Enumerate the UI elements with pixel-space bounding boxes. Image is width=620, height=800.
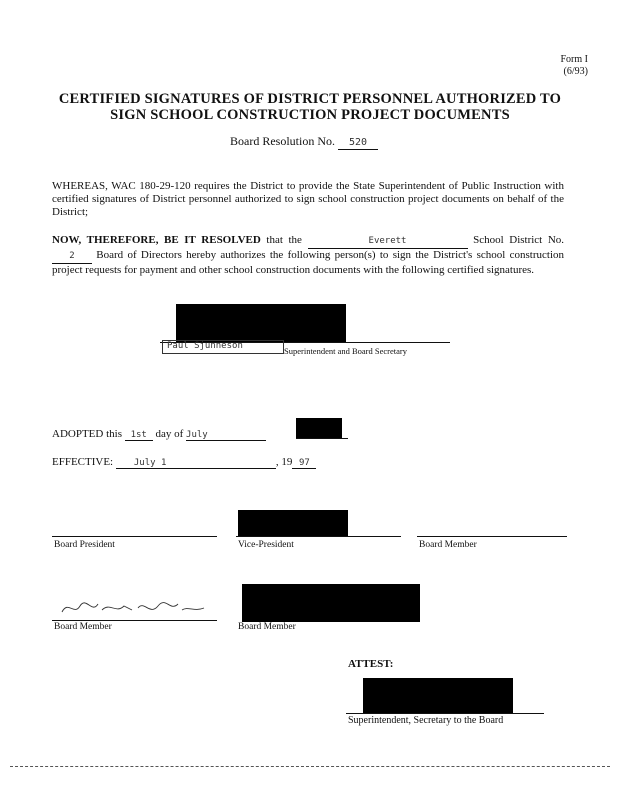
redacted-board-member-signature [242,584,420,622]
board-president-line [52,536,217,537]
board-resolution [230,134,378,150]
school-district-label: School District [473,234,543,246]
vice-president-line [236,536,401,537]
form-id [561,54,589,78]
adopted-year-line [296,438,348,439]
effective-year: 97 [298,458,310,468]
adopted-month-field [186,428,266,441]
effective-year-prefix: 19 [281,456,293,468]
board-member-1-label: Board Member [419,540,477,550]
resolved-lead: NOW, THEREFORE, BE IT RESOLVED [52,234,261,246]
district-number-field [52,249,92,264]
title-line-1: CERTIFIED SIGNATURES OF DISTRICT PERSONNEL AUTHORIZED TO [58,91,562,107]
whereas-paragraph: WHEREAS, WAC 180-29-120 requires the District to provide the State Superintendent of Public Instruction with certified signatures of District personnel authorized to sign school construction project documents on behalf of the District; [52,180,564,218]
document-title [0,91,620,123]
attest-signer-title: Superintendent, Secretary to the Board [348,715,504,726]
board-member-2-line [52,620,217,621]
resolved-paragraph [52,234,564,277]
district-no-label: No. [547,234,565,246]
attest-label: ATTEST: [348,658,394,670]
attest-signature-line [346,713,544,714]
board-member-3-label: Board Member [238,622,296,632]
redacted-vice-president-signature [238,510,348,536]
scan-edge-line [10,766,610,767]
adopted-day: 1st [130,430,147,440]
district-name-field [308,234,468,249]
form-number: Form I [560,54,588,65]
redacted-year [296,418,342,438]
resolution-label: Board Resolution No. [230,134,335,148]
effective-line: EFFECTIVE: July 1 , 19 97 [52,456,316,469]
effective-year-field [292,456,316,469]
form-date: (6/93) [563,66,588,77]
board-member-1-line [417,536,567,537]
board-member-signature [58,596,218,620]
signatory-title: Superintendent and Board Secretary [284,346,407,356]
resolved-text: Board of Directors hereby authorizes the following person(s) to sign the District's school construction project requests for payment and other school construction documents with the following certified signatures. [52,249,565,276]
adopted-label: ADOPTED this [52,428,122,440]
district-number: 2 [69,251,75,261]
adopted-day-field [125,428,153,441]
adopted-line [52,428,266,441]
redacted-attest-signature [363,678,513,714]
district-name: Everett [368,236,407,246]
effective-date-field [116,456,276,469]
vice-president-label: Vice-President [238,540,294,550]
redacted-signature-block [176,304,346,342]
title-line-2: SIGN SCHOOL CONSTRUCTION PROJECT DOCUMENTS [110,107,510,123]
adopted-day-of: day of [155,428,184,440]
resolution-number-field [338,134,378,150]
signatory-name-box [162,340,284,354]
signatory-name: Paul Sjunneson [167,341,243,351]
board-president-label: Board President [54,540,115,550]
board-member-2-label: Board Member [54,622,112,632]
effective-label: EFFECTIVE: [52,456,114,468]
resolution-number: 520 [348,137,368,148]
that-the: that the [266,234,302,246]
adopted-month: July [186,430,208,440]
effective-date: July 1 [133,458,167,468]
